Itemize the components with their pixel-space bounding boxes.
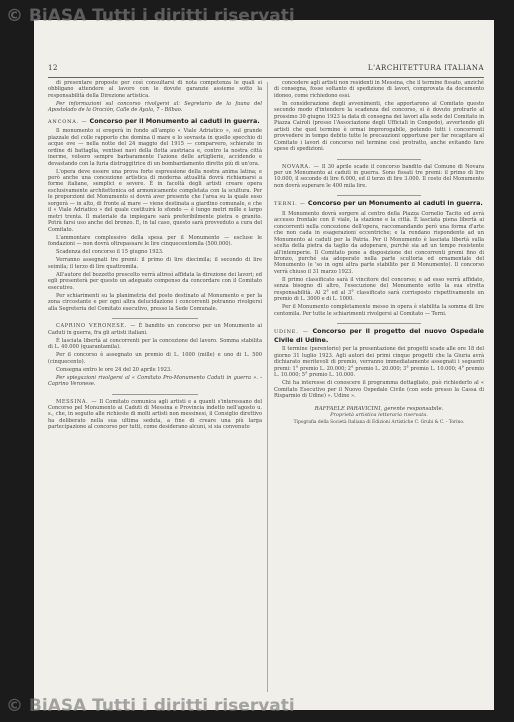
left-column [48,80,262,432]
place-name: CAPRINO VERONESE. — [56,323,136,330]
paragraph: di presentare proposte per così consultarsi di nota competenza le quali si obbligano attendere al lavoro con le dovute garanzie assieme sotto la responsabilità della Direzione artistica. [48,80,262,99]
printer-credit: Tipografia della Società Italiana di Edizioni Artistiche C. Grubi & C. - Torino. [293,419,465,425]
paragraph: Consegna entro le ore 24 del 20 aprile 1923. [56,366,172,373]
paragraph: Per il Monumento completamente messo in opera è stabilita la somma di lire centomila. Per tutte le schiarimenti rivolgersi al Comitato — Terni. [274,304,484,317]
watermark-top: © BiASA Tutti i diritti riservati [6,6,295,26]
page-number: 12 [48,64,58,72]
page-header [48,64,484,76]
section-heading-terni [274,200,484,209]
section-separator [112,394,198,395]
section-separator [112,318,198,319]
paragraph: concedere agli artisti non residenti in Messina, che il termine fissato, anziché di consegna, fosse soltanto di spedizione di lavori, comprovata da documento idoneo, come richiedono essi. [274,80,484,99]
section-separator [337,159,421,160]
place-name: MESSINA. — [56,398,98,405]
paragraph: Per schiarimenti su la planimetria del posto destinato al Monumento e per la zona circostante e per ogni altra delucidazione i concorrenti potranno rivolgersi alla Segreteria del Comitato esecutivo, presso la Sede Comunale. [48,292,262,312]
journal-page [6,6,494,716]
place-name: UDINE. — [274,329,309,336]
journal-title: L'ARCHITETTURA ITALIANA [367,64,484,72]
paragraph: In considerazione degli avvenimenti, che apportarono al Comitato questo secondo modo d'intendere la scadenza del concorso, si è dovuto protrarlo al prossimo 30 giugno 1923 la data di consegna dei lavori alla sede del Comitato in Piazza Cairoli (presso l'Associazione degli Ufficiali in Congedo), avvertendo gli artisti che quel termine è ormai improrogabile, potendo tutti i concorrenti provvedere in tempo debito tutte le precauzioni opportune per far recapitare al Comitato i lavori di concorso nel termine così protratto, anche evitando fare spese di spedizioni. [274,100,484,153]
place-name: NOVARA. — [282,163,320,170]
section-messina [48,399,262,431]
paragraph: Il monumento si eregerà in fondo all'ampio « Viale Adriatico », sul grande piazzale del colle rapporto che domina il mare e lo sovrasta in quello specchio di acque ove — nella notte del 24 maggio del 1915 — comparvero, schierate in ordine di battaglia, ventisei navi della flotta austriaca e, contro la nostra città inerme, volsero sempre barbaramente l'azione delle artiglierie, accidendo e devastando con la furia distruggitrice di un bombardamento diretto più di un'ora. [48,128,262,167]
paragraph: Verranno assegnati tre premi: il primo di lire diecimila; il secondo di lire seimila; il terzo di lire quattromila. [48,257,262,270]
paragraph: Per informazioni sul concorso rivolgersi al: Segretario de la fauna del Apostolado de la Oración, Calle de Ayala, 7 - Bilbao. [48,100,262,114]
paragraph: Scadenza del concorso il 15 giugno 1923. [56,249,164,256]
paragraph: Il termine (perentorio) per la presentazione dei progetti scade alle ore 18 del giorno 31 luglio 1923. Agli autori dei primi cinque progetti che la Giuria avrà dichiarato meritevoli di premio, verranno immediatamente assegnati i seguenti premi: 1° premio L. 20.000; 2° premio L. 20.000; 3° premio L. 10.000; 4° premio L. 10.000; 5° premio L. 10.000. [274,346,484,379]
paragraph: All'autore del bozzetto prescelto verrà altresì affidata la direzione dei lavori; ed egli presenterà per questo un adeguato compenso da concordare con il Comitato esecutivo. [48,271,262,291]
place-name: ANCONA. — [48,118,88,125]
paragraph: Il Monumento dovrà sorgere al centro della Piazza Cornelio Tacito ed avrà accesso frontale con il viale, la stazione e la città. È lasciata piena libertà ai concorrenti nella concezione dell'opera, raccomandando però una forma d'arte che non cada in esagerazioni eccentriche; e la rendano rispondente ad un Monumento ai caduti per la Patria. Per il Monumento è lasciata libertà sulla scelta della pietra da taglio da adoperare, purchè sia ad un tempo resistente all'intemperie. Il Comitato pone a disposizione dei concorrenti premi fino di bronzo, purché sia adoperato nella parte scultoria ed ornamentale del Monumento (e 'so in ogni altra parte stabilito per il Monumento). Il concorso verrà chiuso il 31 marzo 1923. [274,210,484,275]
paragraph: Chi ha interesse di conoscere il programma dettagliato, può richiederlo al « Comitato Esecutivo per il Nuovo Ospedale Civile (con sede presso la Cassa di Risparmio di Udine) ». Udine ». [274,380,484,400]
paragraph: Il 30 aprile scade il concorso bandito dal Comune di Novara per un Monumento ai caduti in guerra. Sono fissati tre premi: il primo di lire 10.000, il secondo di lire 6.000, ed il terzo di lire 3.000. Il costo del Monumento non dovrà superare le 400 mila lire. [274,163,484,189]
section-title: Concorso per il progetto del nuovo Ospedale Civile di Udine. [274,327,484,345]
header-rule [48,77,484,78]
section-heading-ancona [48,118,262,127]
section-separator [337,195,421,196]
paragraph: Il Comitato comunica agli artisti e a quanti s'interessano del Concorso pel Monumento ai Caduti di Messina e Provincia indetto nell'agosto u. s., che, in seguito alle richieste di molti artisti non messinesi, il Consiglio direttivo ha deliberato nella sua ultima seduta, a fine di creare una più larga partecipazione al concorso per tutti, come desiderano alcuni, si sia convenuto [48,398,263,431]
paragraph: L'opera deve essere una prova forte espressione della nostra anima latina; e però anche una concezione artistica di moderna attualità dovrà richiamarsi a forme italiane, semplici e severe. È in facoltà degli artisti creare opera esclusivamente architettonica od armonicamente completata con la scultura. Per le proporzioni del Monumento si dovrà aver presente che l'area su la quale esso sorgerà — in alto, di fronte al mare — viene destinata a giardino comunale, e che il « Viale Adriatico » del quale costituirà lo sfondo — è lungo metri mille e largo metri trenta. Il materiale da impiegare sarà preferibilmente pietra o granito. Potrà farsi uso anche del bronzo. E, in tal caso, questo sarà provveduto a cura del Comitato. [48,168,262,233]
section-caprino [48,323,262,336]
section-separator [337,323,421,324]
place-name: TERNI. — [274,201,306,208]
rights-notice: Proprietà artistica letteraria riservata. [330,412,428,419]
section-title: Concorso per un Monumento ai caduti in guerra. [307,199,483,208]
watermark-bottom: © BiASA Tutti i diritti riservati [6,696,295,716]
paragraph: È lasciata libertà ai concorrenti per la concezione del lavoro. Somma stabilita di L. 40.000 (quarantamila). [48,337,262,350]
section-novara [274,164,484,190]
paragraph: L'ammontare complessivo della spesa per il Monumento — escluse le fondazioni — non dovrà oltrepassare le lire cinquecentomila (500.000). [48,234,262,248]
paragraph: Per spiegazioni rivolgersi al « Comitato Pro-Monumento Caduti in guerra ». - Caprino Veronese. [48,374,262,388]
paragraph: Il primo classificato sarà il vincitore del concorso; e ad esso verrà affidato, senza bisogno di altro, l'esecuzione del Monumento sotto la sua stretta responsabilità. Al 2° ed al 3° classificato sarà corrisposto rispettivamente un premio di L. 3000 e di L. 1000. [274,276,484,303]
paragraph: È bandito un concorso per un Monumento ai Caduti in guerra, fra gli artisti italiani. [48,323,262,336]
column-divider [267,82,268,692]
section-title: Concorso per il Monumento ai caduti in guerra. [89,116,260,125]
right-column [274,80,484,427]
gerente-signature: RAFFAELE PARAVICINI, gerente responsabile. [314,405,444,412]
paragraph: Per il concorso è assegnato un premio di L. 1000 (mille) e uno di L. 500 (cinquecento). [48,352,262,365]
section-heading-udine [274,328,484,345]
